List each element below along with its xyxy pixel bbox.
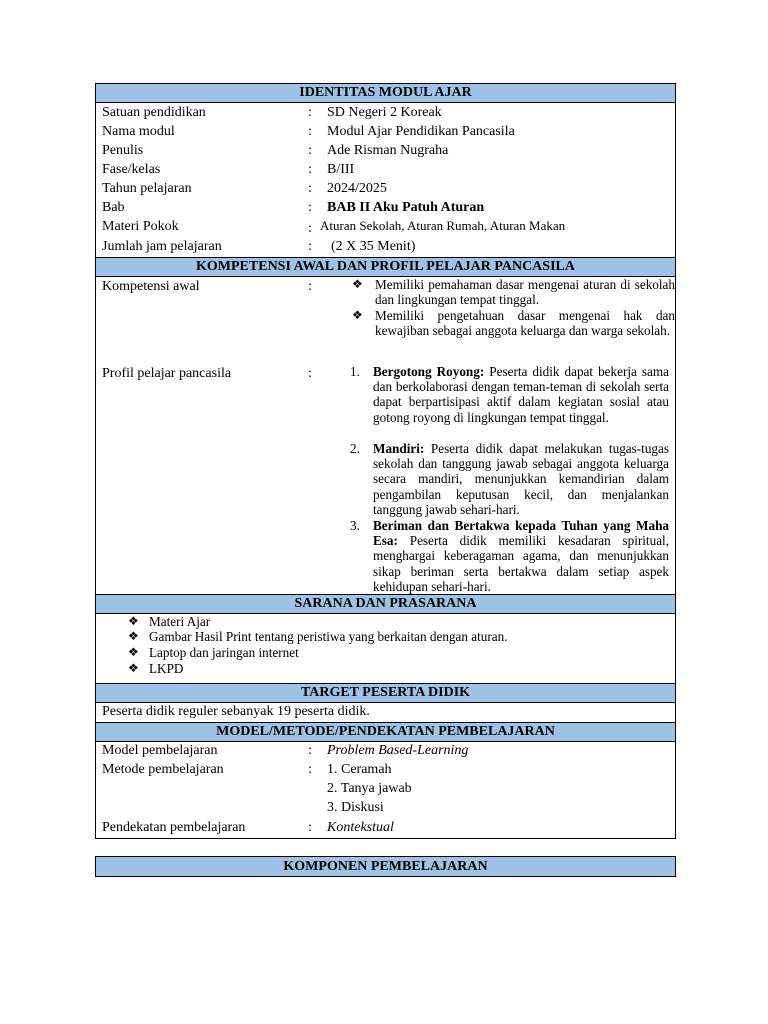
model-header: MODEL/METODE/PENDEKATAN PEMBELAJARAN xyxy=(95,722,676,742)
metode-value: 3. Diskusi xyxy=(327,800,384,815)
sarana-item: Laptop dan jaringan internet xyxy=(149,645,299,660)
kompetensi-awal-item: Memiliki pengetahuan dasar mengenai hak dan kewajiban sebagai anggota keluarga dan warga sekolah. xyxy=(375,308,675,339)
row-colon: : xyxy=(308,221,312,236)
model-label: Model pembelajaran xyxy=(102,743,218,758)
row-value: B/III xyxy=(327,162,355,177)
metode-value: 2. Tanya jawab xyxy=(327,781,412,796)
profil-item-title: Beriman dan Bertakwa kepada Tuhan yang Maha Esa: xyxy=(373,518,669,549)
row-label: Bab xyxy=(102,200,125,215)
profil-item-title: Mandiri: xyxy=(373,441,425,456)
diamond-bullet-icon: ❖ xyxy=(128,614,139,628)
row-label: Fase/kelas xyxy=(102,162,161,177)
model-colon: : xyxy=(308,743,312,758)
pendekatan-value: Kontekstual xyxy=(327,820,394,835)
profil-item xyxy=(373,441,669,517)
row-colon: : xyxy=(308,143,312,158)
profil-item-number: 1. xyxy=(350,364,360,379)
row-label: Jumlah jam pelajaran xyxy=(102,239,222,254)
sarana-item: Materi Ajar xyxy=(149,614,211,629)
sarana-item: Gambar Hasil Print tentang peristiwa yang berkaitan dengan aturan. xyxy=(149,629,508,644)
diamond-bullet-icon: ❖ xyxy=(128,661,139,675)
pendekatan-label: Pendekatan pembelajaran xyxy=(102,820,246,835)
profil-item-title: Bergotong Royong: xyxy=(373,364,485,379)
model-value: Problem Based-Learning xyxy=(327,743,469,758)
row-value: Ade Risman Nugraha xyxy=(327,143,449,158)
row-label: Satuan pendidikan xyxy=(102,105,206,120)
row-colon: : xyxy=(308,105,312,120)
kompetensi-awal-label: Kompetensi awal xyxy=(102,279,200,294)
profil-item-number: 3. xyxy=(350,518,360,533)
kompetensi-awal-item: Memiliki pemahaman dasar mengenai aturan di sekolah dan lingkungan tempat tinggal. xyxy=(375,277,675,308)
row-value: Aturan Sekolah, Aturan Rumah, Aturan Makan xyxy=(320,218,566,233)
profil-item-text: Peserta didik dapat melakukan tugas-tugas sekolah dan tanggung jawab sebagai anggota keluarga secara mandiri, menunjukkan kemandirian dalam pengambilan keputusan kecil, dan menjalankan tanggung jawab sehari-hari. xyxy=(373,441,670,517)
sarana-item: LKPD xyxy=(149,661,184,676)
row-value: 2024/2025 xyxy=(327,181,387,196)
kompetensi-awal-colon: : xyxy=(308,279,312,294)
komponen-header: KOMPONEN PEMBELAJARAN xyxy=(95,856,676,877)
diamond-bullet-icon: ❖ xyxy=(352,308,363,322)
profil-item-text: Peserta didik memiliki kesadaran spiritual, menghargai keberagaman agama, dan menunjukkan sikap beriman serta bertakwa dalam setiap aspek kehidupan sehari-hari. xyxy=(373,533,670,594)
identitas-header: IDENTITAS MODUL AJAR xyxy=(95,83,676,103)
diamond-bullet-icon: ❖ xyxy=(128,645,139,659)
metode-colon: : xyxy=(308,762,312,777)
diamond-bullet-icon: ❖ xyxy=(128,629,139,643)
profil-item xyxy=(373,518,669,594)
profil-item-number: 2. xyxy=(350,441,360,456)
profil-item-text: Peserta didik dapat bekerja sama dan berkolaborasi dengan teman-teman di sekolah serta dapat berpartisipasi aktif dalam kegiatan sosial atau gotong royong di lingkungan tempat tinggal. xyxy=(373,364,670,425)
row-label: Materi Pokok xyxy=(102,219,179,234)
row-label: Nama modul xyxy=(102,124,175,139)
target-header: TARGET PESERTA DIDIK xyxy=(95,683,676,703)
row-value: Modul Ajar Pendidikan Pancasila xyxy=(327,124,515,139)
row-colon: : xyxy=(308,200,312,215)
metode-value: 1. Ceramah xyxy=(327,762,392,777)
row-value: (2 X 35 Menit) xyxy=(331,239,416,254)
kompetensi-header: KOMPETENSI AWAL DAN PROFIL PELAJAR PANCASILA xyxy=(95,257,676,277)
sarana-header: SARANA DAN PRASARANA xyxy=(95,594,676,614)
row-value: BAB II Aku Patuh Aturan xyxy=(327,200,485,215)
row-value: SD Negeri 2 Koreak xyxy=(327,105,442,120)
row-label: Penulis xyxy=(102,143,144,158)
profil-item xyxy=(373,364,669,425)
row-label: Tahun pelajaran xyxy=(102,181,192,196)
metode-label: Metode pembelajaran xyxy=(102,762,224,777)
row-colon: : xyxy=(308,124,312,139)
diamond-bullet-icon: ❖ xyxy=(352,277,363,291)
row-colon: : xyxy=(308,162,312,177)
profil-label: Profil pelajar pancasila xyxy=(102,366,232,381)
pendekatan-colon: : xyxy=(308,820,312,835)
row-colon: : xyxy=(308,239,312,254)
target-text: Peserta didik reguler sebanyak 19 peserta didik. xyxy=(102,704,370,719)
profil-colon: : xyxy=(308,366,312,381)
row-colon: : xyxy=(308,181,312,196)
